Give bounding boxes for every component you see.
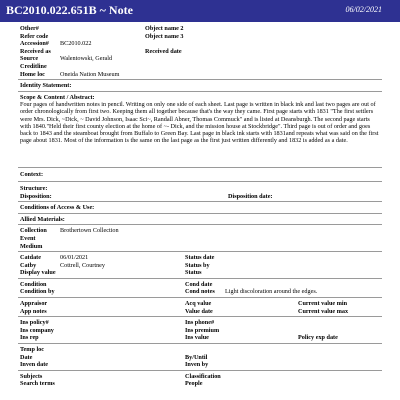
ins-value-label: Ins value — [185, 334, 209, 342]
divider — [18, 316, 382, 317]
received-date-label: Received date — [145, 47, 182, 55]
record-date: 06/02/2021 — [345, 5, 382, 14]
divider — [18, 370, 382, 371]
divider — [18, 251, 382, 252]
divider — [18, 201, 382, 202]
event-label: Event — [20, 234, 36, 242]
policy-exp-date-label: Policy exp date — [298, 334, 338, 342]
collection-label: Collection — [20, 227, 47, 235]
inven-date-label: Inven date — [20, 361, 49, 369]
title-bar — [0, 0, 400, 22]
conditions-access-label: Conditions of Access & Use: — [20, 204, 95, 212]
divider — [18, 181, 382, 182]
creditline-label: Creditline — [20, 62, 47, 70]
divider — [18, 91, 382, 92]
divider — [18, 278, 382, 279]
source-value: Walentowski, Gerald — [60, 55, 113, 63]
disposition-date-label: Disposition date: — [228, 192, 273, 200]
record-body — [0, 22, 400, 388]
display-value-label: Display value — [20, 269, 56, 277]
cond-notes-label: Cond notes — [185, 288, 215, 296]
status-label: Status — [185, 269, 202, 277]
other-label: Other# — [20, 25, 39, 32]
current-value-min-label: Current value min — [298, 300, 348, 308]
ins-policy-label: Ins policy# — [20, 319, 49, 327]
structure-label: Structure: — [20, 184, 48, 192]
divider — [18, 213, 382, 214]
temp-loc-label: Temp loc — [20, 346, 45, 354]
home-loc-label: Home loc — [20, 70, 45, 78]
ins-rep-label: Ins rep — [20, 334, 39, 342]
divider — [18, 224, 382, 225]
home-loc-value: Oneida Nation Museum — [60, 70, 120, 78]
allied-materials-label: Allied Materials: — [20, 215, 65, 223]
appraisor-label: Appraisor — [20, 300, 48, 308]
collection-value: Brothertown Collection — [60, 227, 119, 235]
status-date-label: Status date — [185, 254, 215, 262]
date-label: Date — [20, 353, 33, 361]
divider — [18, 79, 382, 80]
ins-premium-label: Ins premium — [185, 326, 220, 334]
identity-statement-label: Identity Statement: — [20, 82, 72, 90]
value-date-label: Value date — [185, 307, 213, 315]
condition-by-label: Condition by — [20, 288, 55, 296]
disposition-label: Disposition: — [20, 192, 52, 200]
source-label: Source — [20, 55, 39, 63]
received-as-label: Received as — [20, 47, 51, 55]
status-by-label: Status by — [185, 261, 210, 269]
by-until-label: By/Until — [185, 353, 208, 361]
condition-label: Condition — [20, 280, 47, 288]
search-terms-label: Search terms — [20, 380, 55, 388]
divider — [18, 297, 382, 298]
divider — [18, 343, 382, 344]
people-label: People — [185, 380, 203, 388]
divider — [18, 167, 382, 168]
record-title: BC2010.022.651B ~ Note — [6, 3, 133, 17]
catby-value: Cottrell, Courtney — [60, 261, 106, 269]
cond-notes-value: Light discoloration around the edges. — [225, 288, 318, 296]
scope-label: Scope & Content / Abstract: — [20, 93, 95, 101]
ins-phone-label: Ins phone# — [185, 319, 215, 327]
accession-label: Accession# — [20, 40, 49, 48]
catdate-label: Catdate — [20, 254, 41, 262]
app-notes-label: App notes — [20, 307, 47, 315]
scope-text: Four pages of handwritten notes in pencil. Writing on only one side of each sheet. Last page is written in black ink and last two pages are out of order chronologically from first two. Keeping them all together because that's the way they came. First page starts with 1831 "The first settlers were Mrs. Dick, ~Dick, ~ David Johnson, Isaac Sci~, Randall Abner, Thomas Commuck" and is listed at Deansburgh. The second page starts with 1840."Held their first county election at the home of ~- Dick, and the mission house at Stockbridge". Third page is out of order and goes back to 1843 and the steamboat brought from Buffalo to Green Bay. Last page in black ink starts with 1831and repeats what was said on the first page about 1831. Most of the information is the same on the last page as the first just written differently and 1832 is added as a date. — [20, 101, 379, 144]
ins-company-label: Ins company — [20, 326, 54, 334]
catdate-value: 06/01/2021 — [60, 254, 89, 262]
cond-date-label: Cond date — [185, 280, 213, 288]
catby-label: Catby — [20, 261, 37, 269]
acq-value-label: Acq value — [185, 300, 212, 308]
accession-value: BC2010.022 — [60, 40, 92, 48]
context-label: Context: — [20, 171, 44, 179]
inven-by-label: Inven by — [185, 361, 209, 369]
medium-label: Medium — [20, 242, 43, 250]
refer-code-label: Refer code — [20, 32, 49, 40]
classification-label: Classification — [185, 372, 221, 380]
subjects-label: Subjects — [20, 372, 43, 380]
current-value-max-label: Current value max — [298, 307, 349, 315]
object-name-3-label: Object name 3 — [145, 32, 184, 40]
object-name-2-label: Object name 2 — [145, 25, 184, 32]
